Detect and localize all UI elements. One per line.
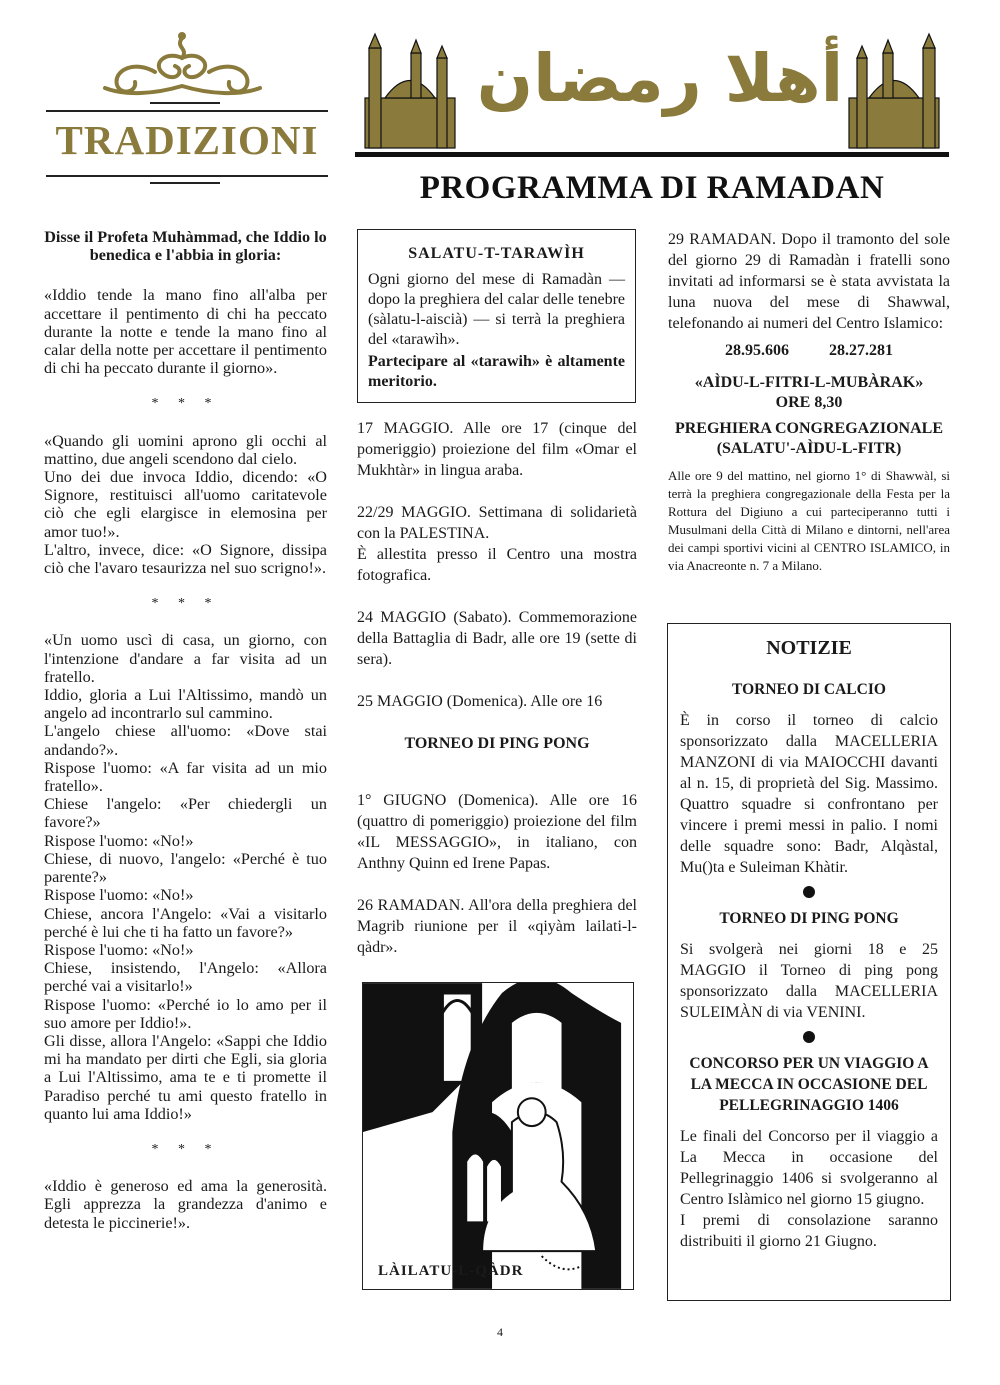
paragraph: Rispose l'uomo: «No!» xyxy=(44,886,194,905)
top-short-rule xyxy=(150,102,220,104)
paragraph: «Un uomo uscì di casa, un giorno, con l'intenzione d'andare a far visita ad un fratello. xyxy=(44,631,327,686)
phone-number: 28.95.606 xyxy=(725,342,789,359)
prayer-heading: PREGHIERA CONGREGAZIONALE (SALATU'-AÌDU-L-FITR) xyxy=(674,420,944,457)
news-subheading: TORNEO DI PING PONG xyxy=(719,910,899,927)
news-subheading: TORNEO DI CALCIO xyxy=(732,681,886,698)
phone-numbers xyxy=(668,340,950,361)
paragraph: Iddio, gloria a Lui l'Altissimo, mandò un angelo ad incontrarlo sul cammino. xyxy=(44,686,327,723)
page-title: PROGRAMMA DI RAMADAN xyxy=(419,170,885,206)
programme-item: 24 MAGGIO (Sabato). Commemorazione della Battaglia di Badr, alle ore 19 (sette di sera). xyxy=(357,609,637,668)
news-subheading: CONCORSO PER UN VIAGGIO A LA MECCA IN OCCASIONE DEL PELLEGRINAGGIO 1406 xyxy=(689,1055,929,1114)
laylat-al-qadr-illustration xyxy=(362,982,634,1290)
paragraph: Uno dei due invoca Iddio, dicendo: «O Signore, restituisci all'uomo caritatevole ciò che egli elargisce in elemosina per amor tuo!». xyxy=(44,468,327,541)
programme-item: 25 MAGGIO (Domenica). Alle ore 16 xyxy=(357,693,603,710)
paragraph: Chiese l'angelo: «Per chiedergli un favore?» xyxy=(44,795,327,832)
page-number: 4 xyxy=(497,1325,503,1339)
programme-item: 26 RAMADAN. All'ora della preghiera del Magrib riunione per il «qiyàm lailati-l-qàdr». xyxy=(357,897,637,956)
paragraph: Chiese, ancora l'Angelo: «Vai a visitarlo perché è lui che ti ha fatto un favore?» xyxy=(44,904,327,941)
news-body: Si svolgerà nei giorni 18 e 25 MAGGIO il Torneo di ping pong sponsorizzato dalla MACELLERIA SULEIMÀN di via VENINI. xyxy=(680,941,938,1021)
eid-announcement xyxy=(668,229,950,575)
bullet-dot-icon xyxy=(803,1031,815,1043)
mosque-right-icon xyxy=(849,34,939,148)
paragraph: L'altro, invece, dice: «O Signore, dissipa ciò che l'avaro tesaurizza nel suo scrigno!». xyxy=(44,540,327,578)
prayer-body: Alle ore 9 del mattino, nel giorno 1° di Shawwàl, si terrà la preghiera congregazionale della Festa per la Rottura del Digiuno a cui parteciperanno tutti i Musulmani della Città di Milano e dintorni, nell'area dei campi sportivi vicini al CENTRO ISLAMICO, in via Anacreonte n. 7 a Milano. xyxy=(668,468,950,573)
paragraph: Gli disse, allora l'Angelo: «Sappi che Iddio mi ha mandato per dirti che Egli, sia gloria a Lui l'Altissimo, ama te e ti promette il Paradiso perché tu ami questo fratello in quanto lui ama Iddio!» xyxy=(44,1031,327,1123)
eid-time: ORE 8,30 xyxy=(775,394,843,411)
paragraph: «Iddio è generoso ed ama la generosità. Egli apprezza la grandezza d'animo e detesta le piccinerie!». xyxy=(44,1177,327,1232)
programme-subheading: TORNEO DI PING PONG xyxy=(404,735,590,752)
phone-number: 28.27.281 xyxy=(829,342,893,359)
eid-heading xyxy=(668,373,950,413)
box-heading: SALATU-T-TARAWÌH xyxy=(408,245,585,262)
programme-item: 22/29 MAGGIO. Settimana di solidarietà con la PALESTINA. xyxy=(357,504,637,542)
news-body: Le finali del Concorso per il viaggio a La Mecca in occasione del Pellegrinaggio 1406 si svolgeranno al Centro Islàmico nel giorno 15 giugno. xyxy=(680,1128,938,1208)
intro-heading: Disse il Profeta Muhàmmad, che Iddio lo benedica e l'abbia in gloria: xyxy=(44,228,327,265)
paragraph: 29 RAMADAN. Dopo il tramonto del sole del giorno 29 di Ramadàn i fratelli sono invitati ad informarsi se è stata avvistata la luna nuova del mese di Shawwal, telefonando ai numeri del Centro Islamico: xyxy=(668,231,950,332)
paragraph: Chiese, di nuovo, l'angelo: «Perché è tuo parente?» xyxy=(44,849,327,887)
arabic-title: أهلا رمضان xyxy=(476,40,844,117)
tarawih-box xyxy=(357,229,636,403)
bullet-dot-icon xyxy=(803,886,815,898)
separator-stars: * * * xyxy=(151,1141,220,1157)
paragraph: Rispose l'uomo: «Perché io lo amo per il suo amore per Iddio!». xyxy=(44,995,327,1032)
paragraph: Rispose l'uomo: «No!» xyxy=(44,940,194,959)
programme-item: 17 MAGGIO. Alle ore 17 (cinque del pomeriggio) proiezione del film «Omar el Mukhtàr» in lingua araba. xyxy=(357,420,637,479)
box-body: Ogni giorno del mese di Ramadàn — dopo la preghiera del calar delle tenebre (sàlatu-l-aiscià) — si terrà la preghiera del «tarawìh». xyxy=(368,271,625,348)
paragraph: Chiese, insistendo, l'Angelo: «Allora perché vai a visitarlo!» xyxy=(44,959,327,996)
programme-item: 1° GIUGNO (Domenica). Alle ore 16 (quattro di pomeriggio) proiezione del film «IL MESSAGGIO», in italiano, con Anthny Quinn ed Irene Papas. xyxy=(357,792,637,872)
paragraph: Rispose l'uomo: «No!» xyxy=(44,831,194,850)
illustration-caption: LÀILATU-L-QÀDR xyxy=(378,1263,524,1279)
news-body: È in corso il torneo di calcio sponsorizzato dalla MACELLERIA MANZONI di via MAIOCCHI davanti al n. 15, di proprietà del Sig. Massimo. Quattro squadre si confrontano per vincere i premi messi in palio. I nomi delle squadre sono: Badr, Alqàstal, Mu()ta e Suleiman Khàtir. xyxy=(680,712,938,876)
news-body: I premi di consolazione saranno distribuiti il giorno 21 Giugno. xyxy=(680,1212,938,1250)
bottom-short-rule xyxy=(150,182,220,184)
box-emphasis: Partecipare al «tarawih» è altamente meritorio. xyxy=(368,353,625,390)
paragraph: L'angelo chiese all'uomo: «Dove stai andando?». xyxy=(44,722,327,759)
section-title: TRADIZIONI xyxy=(55,117,319,163)
mosque-left-icon xyxy=(365,34,455,148)
paragraph: Rispose l'uomo: «A far visita ad un mio fratello». xyxy=(44,758,327,796)
programme-list xyxy=(357,418,637,979)
programme-item: È allestita presso il Centro una mostra fotografica. xyxy=(357,546,637,584)
decorative-ornament xyxy=(95,30,270,100)
top-rule xyxy=(46,110,328,112)
tradizioni-text xyxy=(44,228,327,1232)
news-title: NOTIZIE xyxy=(766,637,852,659)
bottom-rule xyxy=(46,175,328,177)
eid-title: «AÌDU-L-FITRI-L-MUBÀRAK» xyxy=(694,374,924,391)
paragraph: «Iddio tende la mano fino all'alba per accettare il pentimento di chi ha peccato durante la notte e tende la mano fino al calar della notte per accettare il pentimento di chi ha peccato durante il giorno». xyxy=(44,286,327,378)
news-box xyxy=(667,623,951,1301)
separator-stars: * * * xyxy=(151,596,220,612)
separator-stars: * * * xyxy=(151,396,220,412)
paragraph: «Quando gli uomini aprono gli occhi al mattino, due angeli scendono dal cielo. xyxy=(44,431,327,468)
